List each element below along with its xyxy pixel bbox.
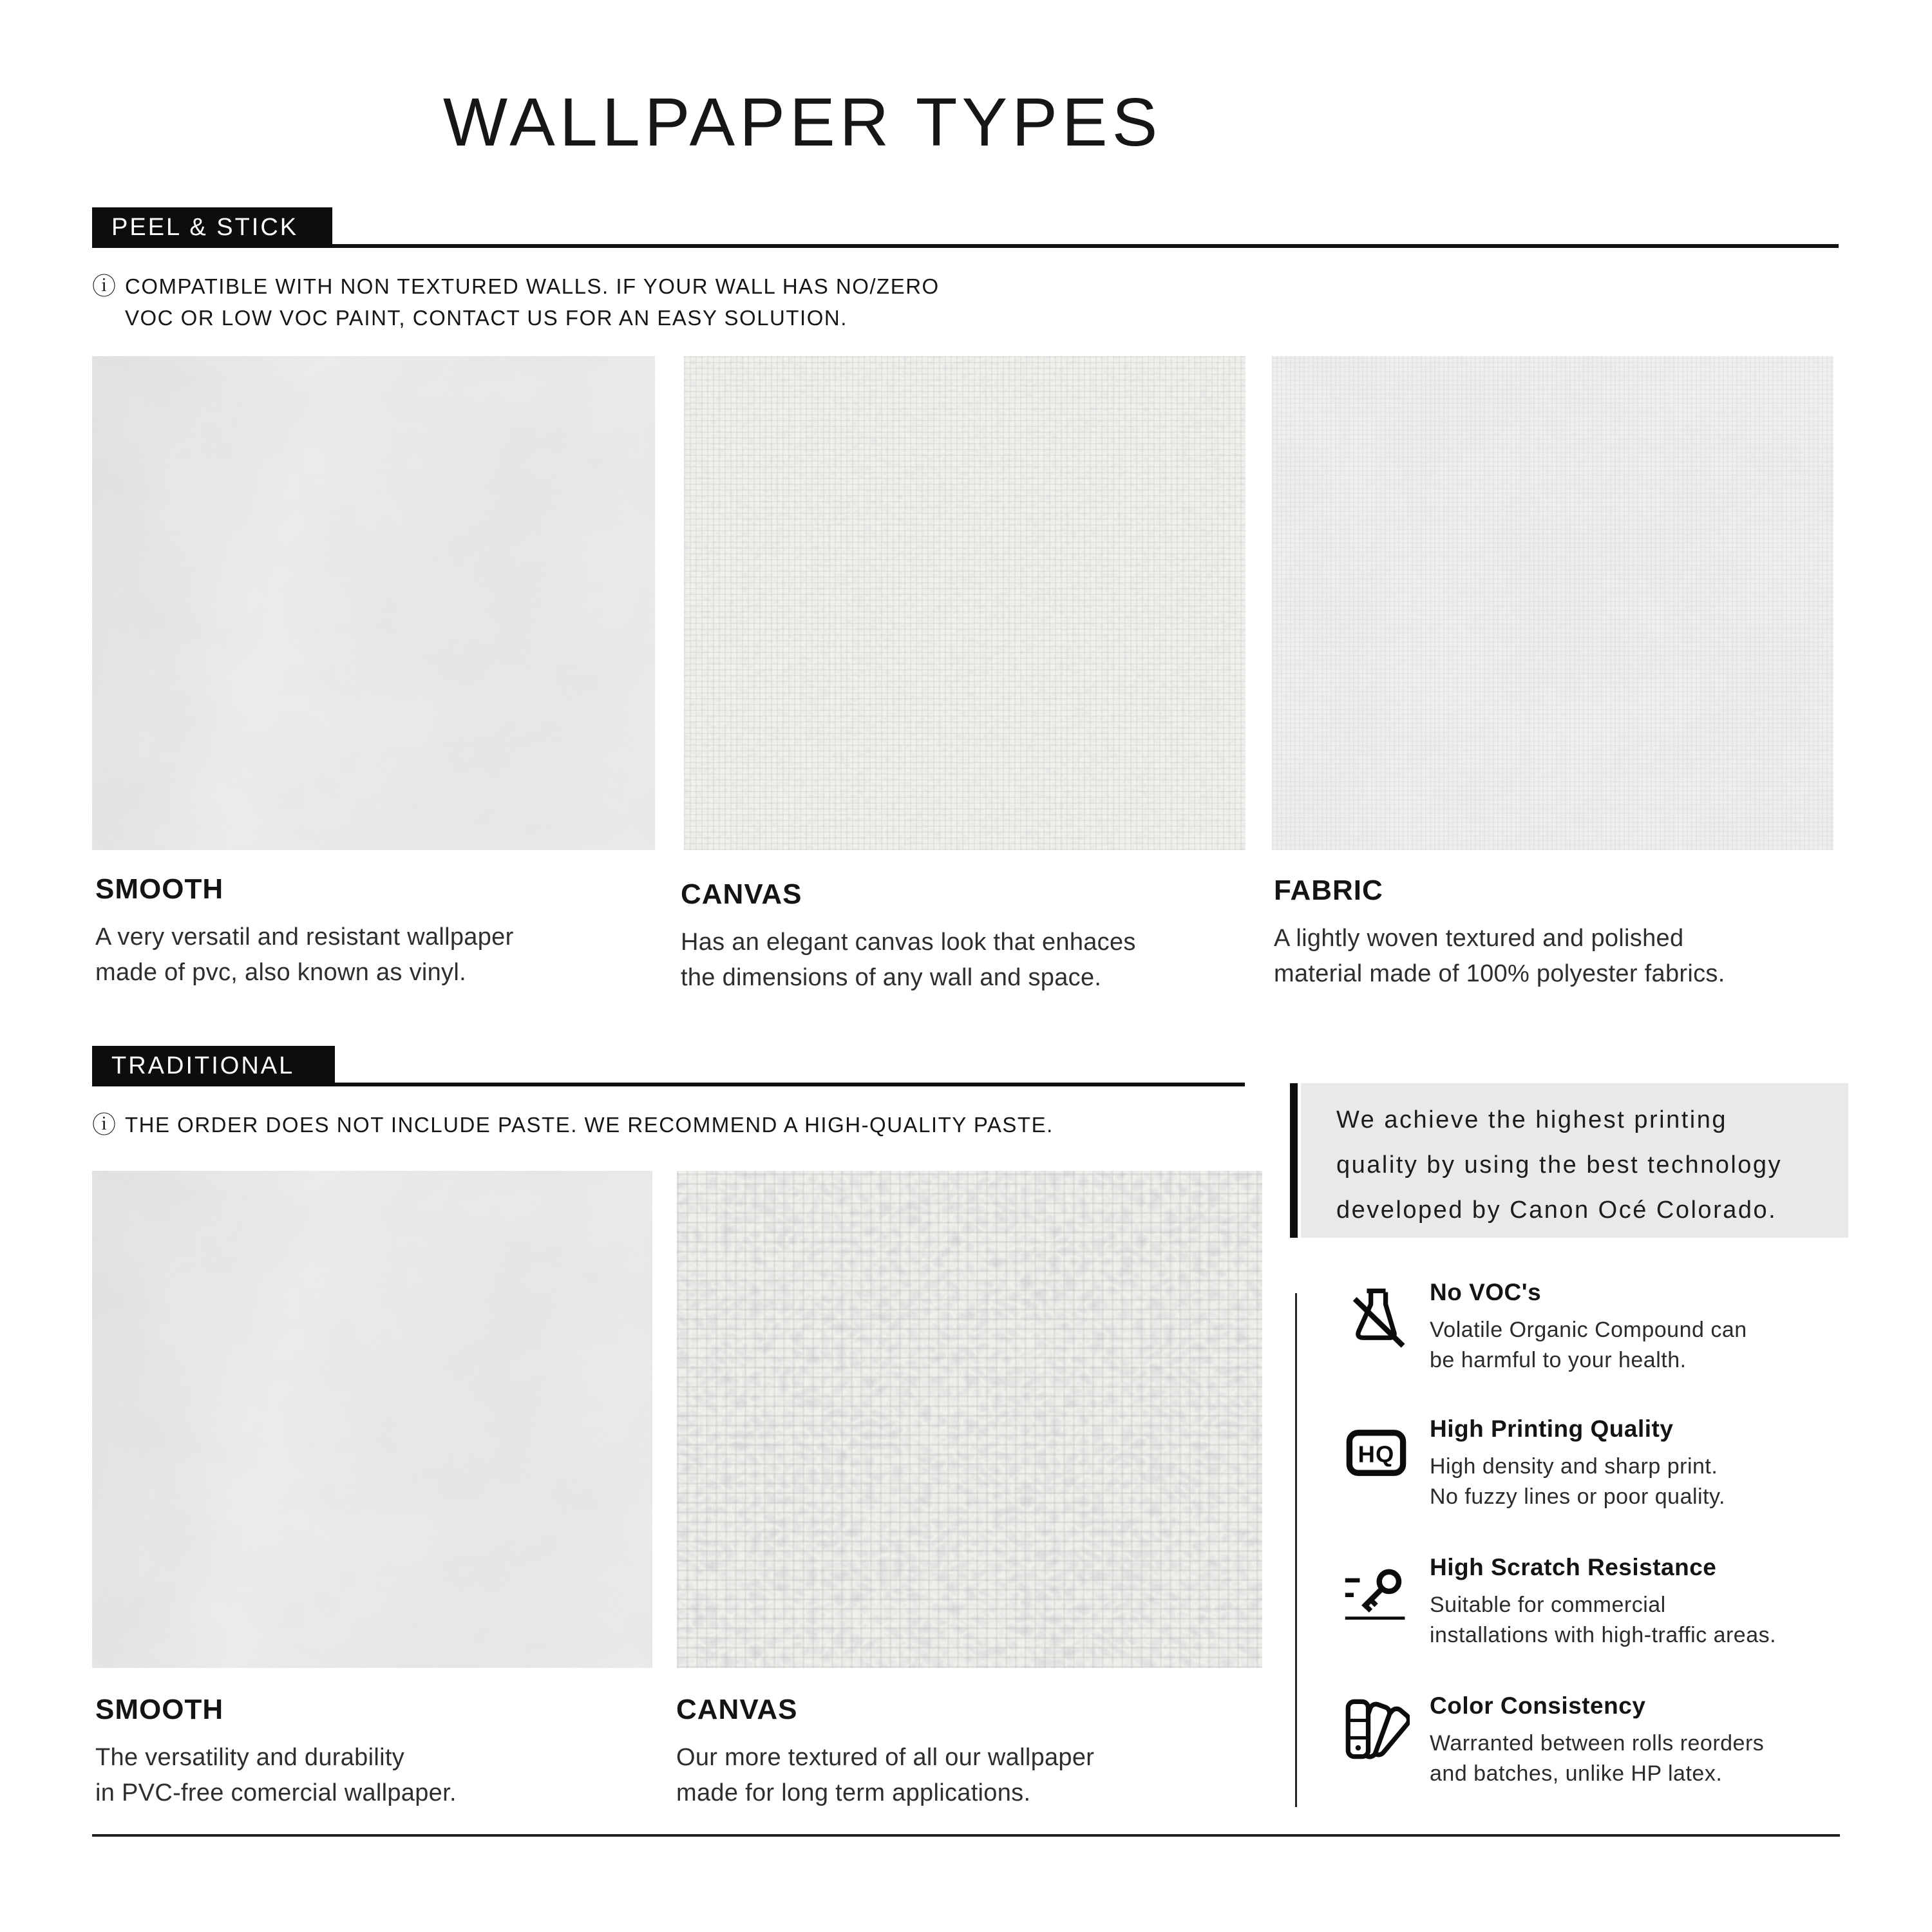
caption-peel-stick-smooth [95,873,514,990]
bottom-divider-line [92,1834,1840,1837]
swatch-title: SMOOTH [95,1694,224,1725]
swatch-description: The versatility and durability in PVC-free comercial wallpaper. [95,1744,457,1806]
caption-peel-stick-fabric [1274,875,1725,992]
feature-text: Color Consistency Warranted between rolls reorders and batches, unlike HP latex. [1430,1692,1765,1786]
swatch-title: FABRIC [1274,875,1383,906]
feature-text: No VOC's Volatile Organic Compound can be harmful to your health. [1430,1279,1747,1372]
swatch-title: CANVAS [676,1694,798,1725]
swatch-image-peel-stick-smooth [92,356,655,850]
caption-traditional-smooth [95,1694,457,1811]
feature-high-printing-quality [1343,1416,1868,1512]
swatch-title: CANVAS [681,878,802,910]
caption-peel-stick-canvas [681,878,1136,996]
swatch-description: A very versatil and resistant wallpaper made of pvc, also known as vinyl. [95,923,514,986]
swatch-description: A lightly woven textured and polished material made of 100% polyester fabrics. [1274,925,1725,987]
traditional-note-text: THE ORDER DOES NOT INCLUDE PASTE. WE RECOMMEND A HIGH-QUALITY PASTE. [125,1113,1054,1137]
quality-box-accent-bar [1290,1083,1298,1238]
scratch-key-icon [1343,1557,1410,1626]
swatch-title: SMOOTH [95,873,224,905]
section-label-traditional [92,1046,335,1086]
peel-stick-divider-line [92,244,1839,248]
swatch-image-peel-stick-fabric [1272,356,1833,850]
page-title: WALLPAPER TYPES [443,84,1162,160]
swatch-image-peel-stick-canvas [684,356,1245,850]
feature-color-consistency [1343,1692,1868,1789]
no-voc-flask-icon [1343,1282,1410,1351]
feature-no-vocs [1343,1279,1868,1376]
section-label-text: TRADITIONAL [111,1052,295,1079]
info-icon: ⓘ [92,273,116,299]
feature-text: High Scratch Resistance Suitable for commercial installations with high-traffic areas. [1430,1554,1777,1647]
peel-stick-note-text: COMPATIBLE WITH NON TEXTURED WALLS. IF YOUR WALL HAS NO/ZERO VOC OR LOW VOC PAINT, CONTACT US FOR AN EASY SOLUTION. [125,274,940,330]
peel-stick-note [92,270,940,334]
info-icon: ⓘ [92,1112,116,1138]
swatch-description: Our more textured of all our wallpaper made for long term applications. [676,1744,1095,1806]
section-label-text: PEEL & STICK [111,214,299,241]
color-swatches-icon [1343,1695,1410,1765]
hq-badge-icon [1343,1418,1410,1488]
feature-text: High Printing Quality High density and sharp print. No fuzzy lines or poor quality. [1430,1416,1725,1509]
caption-traditional-canvas [676,1694,1094,1811]
swatch-image-traditional-canvas [677,1171,1262,1668]
printing-quality-box: We achieve the highest printing quality by using the best technology developed by Canon Océ Colorado. [1301,1083,1848,1238]
features-divider-line [1295,1293,1297,1807]
swatch-image-traditional-smooth [92,1171,652,1668]
feature-high-scratch-resistance [1343,1554,1868,1651]
swatch-description: Has an elegant canvas look that enhaces the dimensions of any wall and space. [681,929,1136,991]
traditional-note [92,1109,1054,1141]
section-label-peel-stick [92,207,332,248]
svg-text:HQ: HQ [1358,1441,1395,1468]
